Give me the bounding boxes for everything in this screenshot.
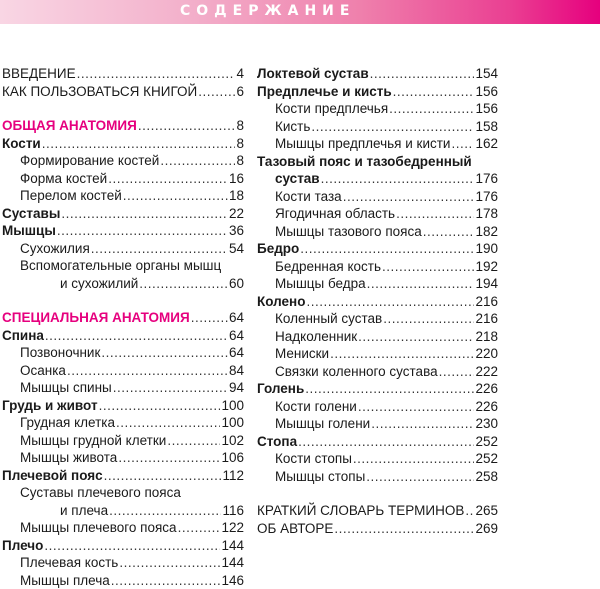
dot-leader xyxy=(298,433,474,451)
dot-leader xyxy=(358,328,474,346)
toc-section-heading[interactable] xyxy=(2,309,244,327)
toc-entry-chapter[interactable] xyxy=(2,467,244,485)
toc-page-number: 252 xyxy=(475,433,498,451)
toc-entry-title: Мышцы голени xyxy=(275,415,370,433)
toc-page-number: 112 xyxy=(222,467,244,485)
toc-page-number: 176 xyxy=(475,188,498,206)
dot-leader xyxy=(138,117,236,135)
toc-page-number: 144 xyxy=(221,537,244,555)
toc-entry-title: Форма костей xyxy=(20,170,107,188)
dot-leader xyxy=(330,345,474,363)
toc-page-number: 36 xyxy=(229,222,244,240)
dot-leader xyxy=(45,327,228,345)
toc-entry-title: Суставы xyxy=(2,205,60,223)
toc-entry-title: Локтевой сустав xyxy=(257,65,369,83)
dot-leader xyxy=(61,205,228,223)
toc-page-number: 258 xyxy=(475,468,498,486)
toc-entry-subchapter[interactable] xyxy=(2,240,244,258)
toc-page-number: 265 xyxy=(475,502,498,520)
toc-entry-subchapter[interactable] xyxy=(257,275,498,293)
toc-entry-title: ОБ АВТОРЕ xyxy=(257,520,333,538)
dot-leader xyxy=(371,415,474,433)
toc-entry-title: Позвоночник xyxy=(20,344,100,362)
toc-page-number: 54 xyxy=(229,240,244,258)
toc-entry-title: и плеча xyxy=(60,502,108,520)
dot-leader xyxy=(91,240,228,258)
toc-entry-chapter[interactable] xyxy=(257,65,498,83)
toc-entry-subchapter[interactable] xyxy=(257,118,498,136)
toc-entry-subchapter[interactable] xyxy=(2,187,244,205)
toc-page-number: 252 xyxy=(475,450,498,468)
toc-gap xyxy=(257,485,498,502)
contents-banner xyxy=(0,0,600,24)
toc-entry-chapter[interactable] xyxy=(2,537,244,555)
toc-page-number: 64 xyxy=(229,309,244,327)
dot-leader xyxy=(393,83,475,101)
toc-left-column xyxy=(2,65,244,589)
toc-entry-title: Мышцы тазового пояса xyxy=(275,223,422,241)
toc-entry-chapter[interactable] xyxy=(257,293,498,311)
toc-page-number: 122 xyxy=(221,519,244,537)
toc-entry-title: Бедро xyxy=(257,240,299,258)
toc-entry-title: Мышцы спины xyxy=(20,379,112,397)
dot-leader xyxy=(104,467,222,485)
toc-entry-title: Голень xyxy=(257,380,304,398)
dot-leader xyxy=(118,449,220,467)
toc-entry-title: Формирование костей xyxy=(20,152,159,170)
toc-entry-chapter[interactable] xyxy=(257,83,498,101)
toc-entry-subchapter[interactable] xyxy=(257,363,498,381)
toc-entry-title: Сухожилия xyxy=(20,240,90,258)
toc-entry-subchapter[interactable] xyxy=(257,450,498,468)
toc-entry-subchapter[interactable] xyxy=(257,258,498,276)
toc-entry-subchapter[interactable] xyxy=(257,415,498,433)
dot-leader xyxy=(382,258,474,276)
toc-entry-subchapter[interactable] xyxy=(2,170,244,188)
toc-gap xyxy=(2,292,244,309)
toc-entry-title: Спина xyxy=(2,327,44,345)
toc-page-number: 6 xyxy=(236,83,244,101)
dot-leader xyxy=(300,240,474,258)
toc-page-number: 146 xyxy=(221,572,244,589)
toc-page-number: 226 xyxy=(475,398,498,416)
toc-entry-title: Предплечье и кисть xyxy=(257,83,392,101)
toc-entry-title: и сухожилий xyxy=(60,275,138,293)
toc-entry-title: Мышцы предплечья и кисти xyxy=(275,135,450,153)
dot-leader xyxy=(99,397,221,415)
dot-leader xyxy=(160,152,235,170)
toc-page-number: 8 xyxy=(236,117,244,135)
toc-page-number: 84 xyxy=(229,362,244,380)
toc-entry-chapter[interactable] xyxy=(257,433,498,451)
toc-entry-title: ВВЕДЕНИЕ xyxy=(2,65,76,83)
dot-leader xyxy=(108,170,228,188)
toc-entry-title: Плечевой пояс xyxy=(2,467,103,485)
toc-entry-title: Колено xyxy=(257,293,305,311)
toc-page-number: 158 xyxy=(475,118,498,136)
dot-leader xyxy=(396,205,474,223)
dot-leader xyxy=(383,310,474,328)
toc-entry-title: Мышцы плечевого пояса xyxy=(20,519,177,537)
toc-page-number: 194 xyxy=(475,275,498,293)
dot-leader xyxy=(198,83,235,101)
toc-entry-subchapter[interactable] xyxy=(2,344,244,362)
toc-entry-title: сустав xyxy=(275,170,320,188)
toc-entry-subchapter[interactable] xyxy=(257,310,498,328)
toc-entry-top[interactable] xyxy=(257,520,498,538)
toc-entry-subchapter[interactable] xyxy=(257,188,498,206)
toc-page-number: 218 xyxy=(475,328,498,346)
toc-entry-subchapter[interactable] xyxy=(257,135,498,153)
dot-leader xyxy=(113,379,228,397)
toc-page-number: 8 xyxy=(236,135,244,153)
toc-page-number: 156 xyxy=(475,100,498,118)
toc-page-number: 60 xyxy=(229,275,244,293)
toc-page-number: 100 xyxy=(221,414,244,432)
toc-entry-title: ОБЩАЯ АНАТОМИЯ xyxy=(2,117,137,135)
toc-entry-title: Кости голени xyxy=(275,398,357,416)
toc-page-number: 8 xyxy=(236,152,244,170)
toc-entry-title: Плечевая кость xyxy=(20,554,118,572)
toc-page-number: 269 xyxy=(475,520,498,538)
dot-leader xyxy=(119,554,220,572)
toc-entry-chapter[interactable] xyxy=(2,327,244,345)
toc-entry-subchapter[interactable] xyxy=(2,432,244,450)
dot-leader xyxy=(178,519,221,537)
dot-leader xyxy=(44,537,220,555)
toc-page-number: 156 xyxy=(475,83,498,101)
toc-entry-title: Мениски xyxy=(275,345,329,363)
toc-page-number: 18 xyxy=(229,187,244,205)
toc-entry-title: Кисть xyxy=(275,118,310,136)
toc-entry-title: СПЕЦИАЛЬНАЯ АНАТОМИЯ xyxy=(2,309,190,327)
dot-leader xyxy=(451,135,474,153)
toc-page-number: 226 xyxy=(475,380,498,398)
dot-leader xyxy=(139,275,228,293)
dot-leader xyxy=(57,222,228,240)
toc-entry-top[interactable] xyxy=(257,502,498,520)
toc-page-number: 64 xyxy=(229,344,244,362)
toc-entry-subchapter[interactable] xyxy=(2,257,244,275)
toc-entry-title: Мышцы xyxy=(2,222,56,240)
toc-entry-title: Кости xyxy=(2,135,41,153)
toc-page-number: 64 xyxy=(229,327,244,345)
dot-leader xyxy=(370,65,475,83)
toc-entry-title: Суставы плечевого пояса xyxy=(20,484,181,502)
dot-leader xyxy=(311,118,474,136)
toc-entry-title: Грудь и живот xyxy=(2,397,98,415)
toc-page-number: 100 xyxy=(221,397,244,415)
dot-leader xyxy=(358,398,475,416)
toc-entry-top[interactable] xyxy=(2,65,244,83)
dot-leader xyxy=(305,380,474,398)
toc-page-number: 102 xyxy=(221,432,244,450)
dot-leader xyxy=(366,468,474,486)
toc-page-number: 144 xyxy=(221,554,244,572)
dot-leader xyxy=(321,170,475,188)
toc-entry-subchapter[interactable] xyxy=(2,484,244,502)
toc-page-number: 230 xyxy=(475,415,498,433)
contents-title: СОДЕРЖАНИЕ xyxy=(180,3,355,19)
toc-entry-title: Связки коленного сустава xyxy=(275,363,438,381)
dot-leader xyxy=(423,223,475,241)
toc-page-number: 182 xyxy=(475,223,498,241)
toc-entry-top[interactable] xyxy=(2,83,244,101)
toc-right-column xyxy=(257,65,498,537)
toc-entry-chapter[interactable] xyxy=(257,380,498,398)
toc-entry-title: Стопа xyxy=(257,433,297,451)
toc-entry-title: КАК ПОЛЬЗОВАТЬСЯ КНИГОЙ xyxy=(2,83,197,101)
toc-entry-subchapter[interactable] xyxy=(257,100,498,118)
toc-page-number: 116 xyxy=(222,502,244,520)
toc-gap xyxy=(2,100,244,117)
dot-leader xyxy=(167,432,220,450)
toc-page-number: 220 xyxy=(475,345,498,363)
toc-entry-title: Мышцы бедра xyxy=(275,275,366,293)
toc-entry-chapter-cont[interactable] xyxy=(257,170,498,188)
dot-leader xyxy=(439,363,475,381)
toc-entry-title: Перелом костей xyxy=(20,187,122,205)
toc-entry-subchapter[interactable] xyxy=(257,205,498,223)
toc-entry-title: Кости стопы xyxy=(275,450,352,468)
toc-entry-subchapter[interactable] xyxy=(2,152,244,170)
toc-section-heading[interactable] xyxy=(2,117,244,135)
toc-page-number: 16 xyxy=(229,170,244,188)
toc-page-number: 190 xyxy=(475,240,498,258)
toc-entry-title: Мышцы грудной клетки xyxy=(20,432,166,450)
toc-entry-subchapter-cont[interactable] xyxy=(2,502,244,520)
toc-page-number: 162 xyxy=(475,135,498,153)
toc-entry-title: Коленный сустав xyxy=(275,310,382,328)
toc-entry-chapter[interactable] xyxy=(257,240,498,258)
toc-entry-subchapter[interactable] xyxy=(2,449,244,467)
toc-entry-subchapter[interactable] xyxy=(2,362,244,380)
dot-leader xyxy=(389,100,474,118)
toc-entry-title: Тазовый пояс и тазобедренный xyxy=(257,153,472,171)
dot-leader xyxy=(77,65,236,83)
toc-entry-subchapter[interactable] xyxy=(257,328,498,346)
dot-leader xyxy=(42,135,236,153)
toc-entry-subchapter[interactable] xyxy=(257,398,498,416)
dot-leader xyxy=(101,344,228,362)
toc-entry-title: Кости таза xyxy=(275,188,342,206)
toc-page-number: 106 xyxy=(221,449,244,467)
toc-entry-chapter[interactable] xyxy=(257,153,498,171)
toc-entry-subchapter-cont[interactable] xyxy=(2,275,244,293)
toc-entry-subchapter[interactable] xyxy=(2,554,244,572)
toc-entry-title: Кости предплечья xyxy=(275,100,388,118)
dot-leader xyxy=(334,520,474,538)
dot-leader xyxy=(343,188,475,206)
toc-page-number: 178 xyxy=(475,205,498,223)
toc-entry-title: Вспомогательные органы мышц xyxy=(20,257,221,275)
toc-page-number: 154 xyxy=(475,65,498,83)
toc-entry-subchapter[interactable] xyxy=(2,414,244,432)
toc-page-number: 4 xyxy=(236,65,244,83)
toc-page-number: 176 xyxy=(475,170,498,188)
toc-entry-title: Осанка xyxy=(20,362,66,380)
dot-leader xyxy=(367,275,475,293)
dot-leader xyxy=(109,502,221,520)
toc-entry-title: Мышцы живота xyxy=(20,449,117,467)
toc-entry-subchapter[interactable] xyxy=(257,468,498,486)
toc-entry-title: Грудная клетка xyxy=(20,414,115,432)
dot-leader xyxy=(123,187,228,205)
dot-leader xyxy=(306,293,474,311)
toc-entry-title: Бедренная кость xyxy=(275,258,381,276)
toc-entry-title: Надколенник xyxy=(275,328,357,346)
toc-entry-chapter[interactable] xyxy=(2,205,244,223)
toc-page-number: 222 xyxy=(475,363,498,381)
toc-page-number: 22 xyxy=(229,205,244,223)
toc-entry-subchapter[interactable] xyxy=(2,572,244,589)
dot-leader xyxy=(67,362,228,380)
dot-leader xyxy=(191,309,228,327)
dot-leader xyxy=(116,414,220,432)
toc-entry-title: КРАТКИЙ СЛОВАРЬ ТЕРМИНОВ xyxy=(257,502,464,520)
toc-entry-subchapter[interactable] xyxy=(257,223,498,241)
toc-entry-chapter[interactable] xyxy=(2,135,244,153)
toc-entry-chapter[interactable] xyxy=(2,397,244,415)
toc-entry-subchapter[interactable] xyxy=(2,379,244,397)
toc-page-number: 94 xyxy=(229,379,244,397)
toc-page-number: 216 xyxy=(475,310,498,328)
toc-entry-subchapter[interactable] xyxy=(2,519,244,537)
toc-entry-title: Мышцы плеча xyxy=(20,572,110,589)
toc-entry-chapter[interactable] xyxy=(2,222,244,240)
toc-entry-title: Ягодичная область xyxy=(275,205,395,223)
toc-page-number: 192 xyxy=(475,258,498,276)
dot-leader xyxy=(111,572,221,589)
dot-leader xyxy=(353,450,475,468)
toc-entry-title: Плечо xyxy=(2,537,43,555)
dot-leader xyxy=(465,502,474,520)
toc-entry-subchapter[interactable] xyxy=(257,345,498,363)
toc-entry-title: Мышцы стопы xyxy=(275,468,365,486)
toc-page-number: 216 xyxy=(475,293,498,311)
